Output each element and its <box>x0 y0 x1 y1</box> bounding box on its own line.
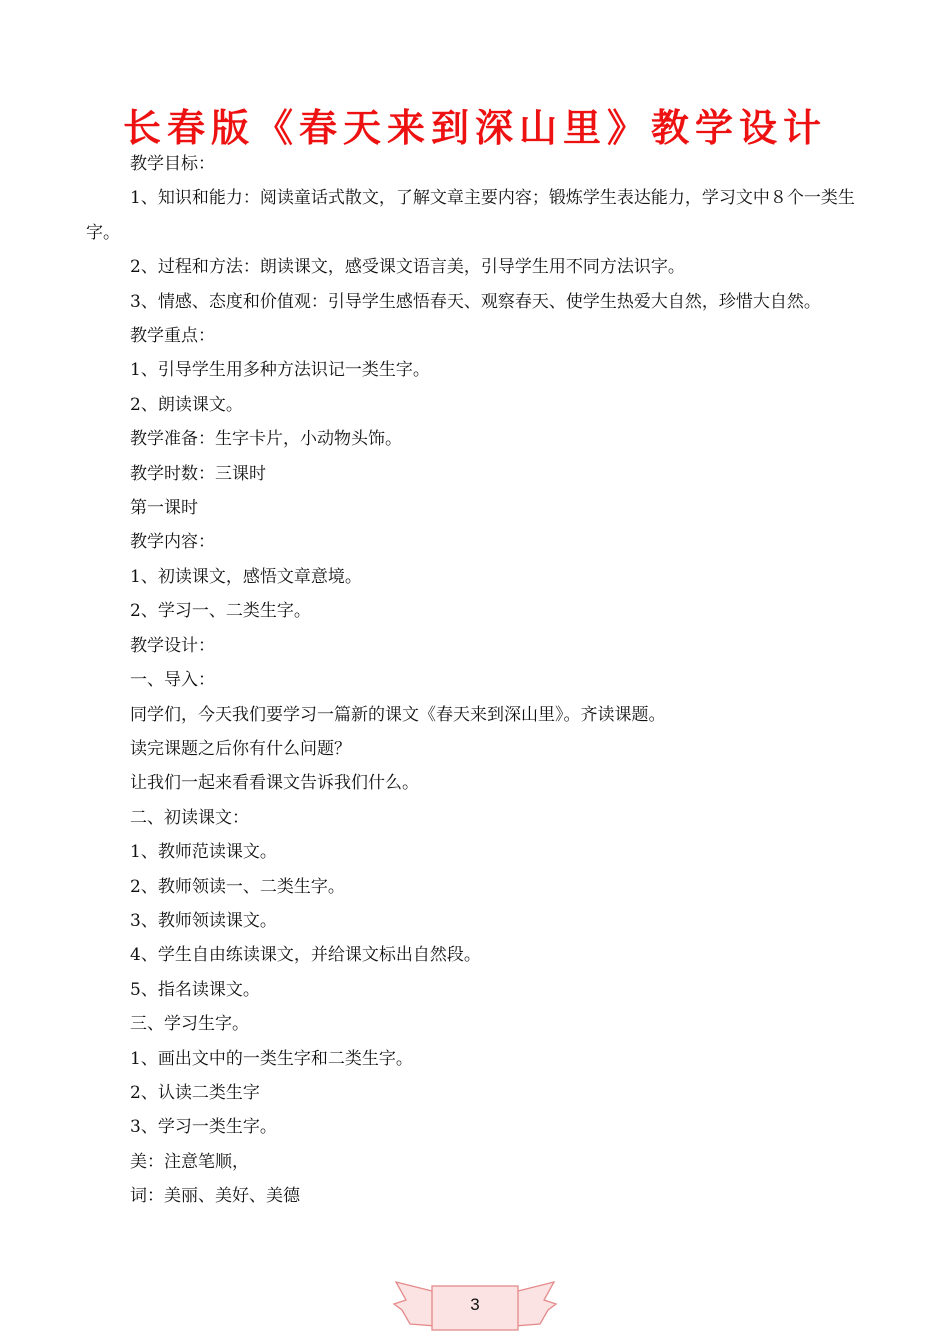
paragraph: 1、初读课文，感悟文章意境。 <box>130 566 362 587</box>
paragraph: 词：美丽、美好、美德 <box>130 1186 300 1207</box>
paragraph: 3、教师领读课文。 <box>130 910 277 931</box>
page-number-badge <box>392 1274 558 1336</box>
paragraph: 美：注意笔顺， <box>130 1151 249 1172</box>
paragraph: 教学时数：三课时 <box>130 463 266 484</box>
paragraph: 2、朗读课文。 <box>130 394 243 415</box>
paragraph: 让我们一起来看看课文告诉我们什么。 <box>130 773 419 794</box>
paragraph: 一、导入： <box>130 670 215 691</box>
paragraph: 2、认读二类生字 <box>130 1082 260 1103</box>
paragraph: 1、引导学生用多种方法识记一类生字。 <box>130 360 430 381</box>
paragraph: 读完课题之后你有什么问题？ <box>130 738 351 759</box>
page-number: 3 <box>470 1295 480 1314</box>
document-title: 长春版《春天来到深山里》教学设计 <box>122 106 827 150</box>
paragraph: 教学设计： <box>130 635 215 656</box>
paragraph: 2、过程和方法：朗读课文，感受课文语言美，引导学生用不同方法识字。 <box>130 257 685 278</box>
paragraph: 4、学生自由练读课文，并给课文标出自然段。 <box>130 945 481 966</box>
paragraph: 第一课时 <box>130 498 198 519</box>
paragraph: 5、指名读课文。 <box>130 979 260 1000</box>
paragraph: 教学目标： <box>130 154 215 174</box>
paragraph: 1、教师范读课文。 <box>130 842 277 863</box>
paragraph: 2、教师领读一、二类生字。 <box>130 876 345 897</box>
paragraph: 3、情感、态度和价值观：引导学生感悟春天、观察春天、使学生热爱大自然，珍惜大自然。 <box>130 291 821 312</box>
paragraph: 1、知识和能力：阅读童话式散文，了解文章主要内容；锻炼学生表达能力，学习文中８个一类生字。 <box>86 188 855 243</box>
document-body <box>86 147 866 1214</box>
paragraph: 1、画出文中的一类生字和二类生字。 <box>130 1048 413 1069</box>
paragraph: 3、学习一类生字。 <box>130 1117 277 1138</box>
paragraph: 二、初读课文： <box>130 807 249 828</box>
paragraph: 教学内容： <box>130 532 215 553</box>
paragraph: 2、学习一、二类生字。 <box>130 601 311 622</box>
paragraph: 教学重点： <box>130 326 215 347</box>
paragraph: 教学准备：生字卡片，小动物头饰。 <box>130 429 402 450</box>
paragraph: 三、学习生字。 <box>130 1014 249 1035</box>
paragraph: 同学们，今天我们要学习一篇新的课文《春天来到深山里》。齐读课题。 <box>130 704 666 725</box>
